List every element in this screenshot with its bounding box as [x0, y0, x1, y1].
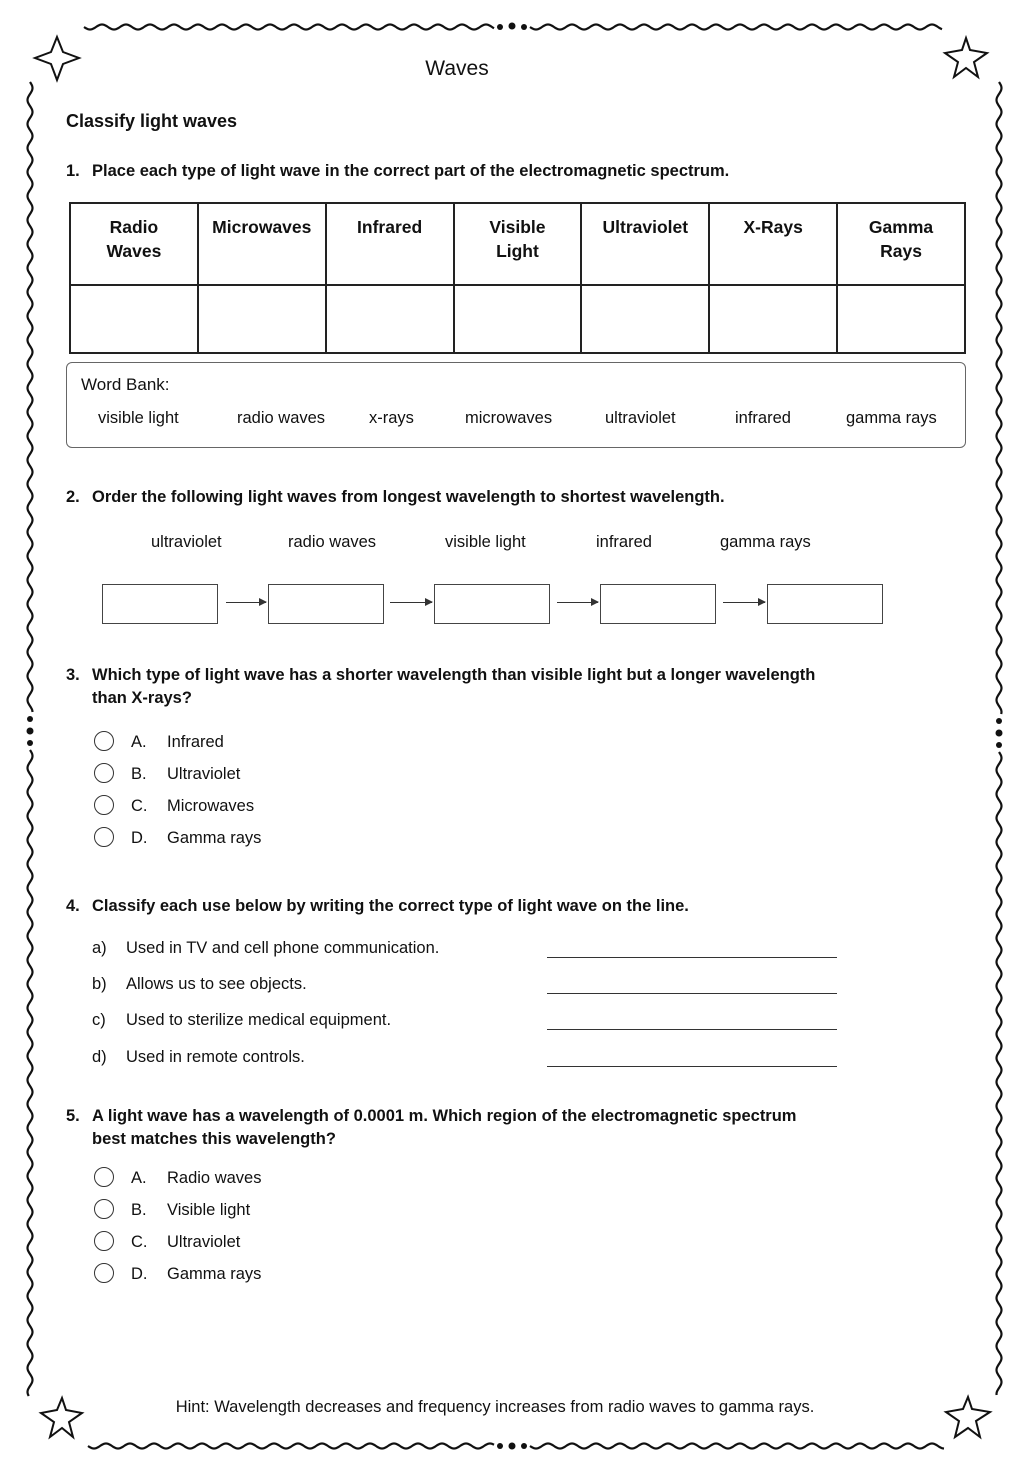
- use-text: Used in remote controls.: [126, 1048, 305, 1066]
- option-letter: D.: [131, 1265, 148, 1283]
- option-text: Visible light: [167, 1201, 251, 1219]
- order-answer-box[interactable]: [268, 584, 384, 624]
- spectrum-answer-row: [70, 285, 965, 353]
- wavy-border-line: [997, 752, 1002, 1395]
- word-bank-item: visible light: [98, 409, 179, 427]
- option-text: Gamma rays: [167, 829, 262, 847]
- use-letter: a): [92, 939, 107, 957]
- word-bank-item: microwaves: [465, 409, 553, 427]
- wavy-border-line: [88, 1444, 494, 1449]
- hint-text: Hint: Wavelength decreases and frequency increases from radio waves to gamma rays.: [175, 1398, 815, 1416]
- option-letter: A.: [131, 1169, 147, 1187]
- option-letter: C.: [131, 797, 148, 815]
- option-text: Ultraviolet: [167, 765, 241, 783]
- answer-cell[interactable]: [709, 285, 837, 353]
- star-icon: [945, 38, 987, 77]
- spectrum-table: [69, 202, 966, 354]
- answer-line[interactable]: [547, 993, 837, 994]
- question-text: Which type of light wave has a shorter wavelength than visible light but a longer wavelength: [92, 666, 816, 684]
- spectrum-header-row: [70, 203, 965, 285]
- radio-button[interactable]: [94, 1231, 114, 1251]
- question-text-continued: best matches this wavelength?: [92, 1130, 336, 1148]
- option-letter: B.: [131, 1201, 147, 1219]
- arrow-right-icon: [557, 602, 598, 603]
- option-text: Infrared: [167, 733, 224, 751]
- option-text: Microwaves: [167, 797, 255, 815]
- question-number: 2.: [66, 488, 80, 506]
- answer-line[interactable]: [547, 1029, 837, 1030]
- wavy-border-line: [28, 750, 33, 1396]
- question-text: Order the following light waves from longest wavelength to shortest wavelength.: [92, 488, 725, 506]
- question-text: Classify each use below by writing the correct type of light wave on the line.: [92, 897, 689, 915]
- question-text: Place each type of light wave in the correct part of the electromagnetic spectrum.: [92, 162, 730, 180]
- arrow-right-icon: [390, 602, 432, 603]
- option-letter: C.: [131, 1233, 148, 1251]
- question-1: [66, 160, 729, 183]
- word-bank-item: radio waves: [237, 409, 326, 427]
- radio-button[interactable]: [94, 1167, 114, 1187]
- order-word: infrared: [596, 533, 652, 551]
- question-number: 1.: [66, 162, 80, 180]
- wavy-border-line: [28, 82, 33, 712]
- worksheet-title: Waves: [425, 57, 489, 80]
- section-subtitle: Classify light waves: [66, 111, 238, 131]
- answer-cell[interactable]: [198, 285, 326, 353]
- radio-button[interactable]: [94, 1199, 114, 1219]
- spectrum-header-microwaves: Microwaves: [198, 203, 326, 285]
- answer-cell[interactable]: [326, 285, 454, 353]
- option-text: Gamma rays: [167, 1265, 262, 1283]
- order-word: radio waves: [288, 533, 377, 551]
- answer-line[interactable]: [547, 1066, 837, 1067]
- option-text: Radio waves: [167, 1169, 262, 1187]
- radio-button[interactable]: [94, 827, 114, 847]
- question-text-continued: than X-rays?: [92, 689, 192, 707]
- answer-cell[interactable]: [837, 285, 965, 353]
- radio-button[interactable]: [94, 795, 114, 815]
- question-2: [66, 486, 725, 509]
- answer-line[interactable]: [547, 957, 837, 958]
- answer-cell[interactable]: [581, 285, 709, 353]
- spectrum-header-gamma-rays: Gamma Rays: [837, 203, 965, 285]
- question-5: [66, 1105, 796, 1151]
- spectrum-header-radio-waves: Radio Waves: [70, 203, 198, 285]
- question-number: 5.: [66, 1107, 80, 1125]
- question-3: [66, 664, 815, 710]
- order-word: visible light: [445, 533, 526, 551]
- arrow-right-icon: [723, 602, 765, 603]
- use-letter: c): [92, 1011, 106, 1029]
- answer-cell[interactable]: [70, 285, 198, 353]
- radio-button[interactable]: [94, 763, 114, 783]
- word-bank-item: infrared: [735, 409, 791, 427]
- order-answer-box[interactable]: [600, 584, 716, 624]
- order-answer-box[interactable]: [767, 584, 883, 624]
- wavy-border-line: [997, 82, 1002, 714]
- wavy-border-line: [530, 25, 942, 30]
- spectrum-header-infrared: Infrared: [326, 203, 454, 285]
- answer-cell[interactable]: [454, 285, 582, 353]
- wavy-border-line: [530, 1444, 944, 1449]
- use-text: Used to sterilize medical equipment.: [126, 1011, 392, 1029]
- question-number: 3.: [66, 666, 80, 684]
- radio-button[interactable]: [94, 731, 114, 751]
- word-bank-item: ultraviolet: [605, 409, 676, 427]
- question-4: [66, 895, 689, 918]
- wavy-border-line: [84, 25, 494, 30]
- order-word: ultraviolet: [151, 533, 222, 551]
- spectrum-header-x-rays: X-Rays: [709, 203, 837, 285]
- use-text: Used in TV and cell phone communication.: [126, 939, 440, 957]
- order-answer-box[interactable]: [102, 584, 218, 624]
- option-letter: D.: [131, 829, 148, 847]
- word-bank: [66, 362, 966, 448]
- radio-button[interactable]: [94, 1263, 114, 1283]
- option-letter: A.: [131, 733, 147, 751]
- spectrum-header-visible-light: Visible Light: [454, 203, 582, 285]
- question-text: A light wave has a wavelength of 0.0001 m. Which region of the electromagnetic spectrum: [92, 1107, 797, 1125]
- use-text: Allows us to see objects.: [126, 975, 307, 993]
- option-text: Ultraviolet: [167, 1233, 241, 1251]
- order-answer-box[interactable]: [434, 584, 550, 624]
- question-number: 4.: [66, 897, 80, 915]
- word-bank-item: gamma rays: [846, 409, 937, 427]
- use-letter: b): [92, 975, 107, 993]
- option-letter: B.: [131, 765, 147, 783]
- spectrum-header-ultraviolet: Ultraviolet: [581, 203, 709, 285]
- arrow-right-icon: [226, 602, 266, 603]
- word-bank-item: x-rays: [369, 409, 414, 427]
- use-letter: d): [92, 1048, 107, 1066]
- word-bank-title: Word Bank:: [81, 375, 170, 394]
- order-word: gamma rays: [720, 533, 811, 551]
